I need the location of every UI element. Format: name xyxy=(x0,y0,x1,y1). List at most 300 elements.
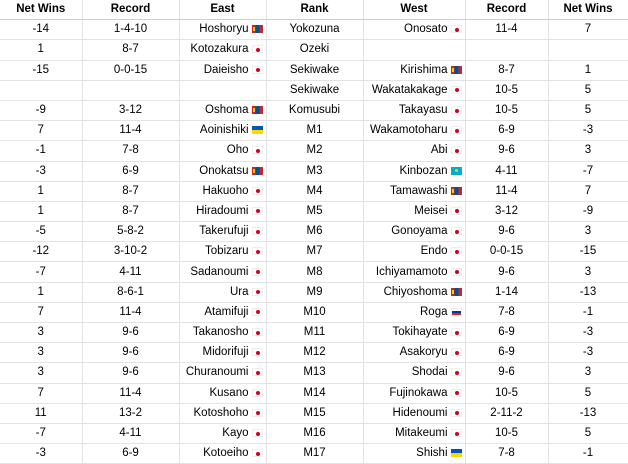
west-net-wins-cell xyxy=(548,423,628,443)
col-header-west-record: Record xyxy=(465,0,548,20)
east-record: 9-6 xyxy=(122,346,139,359)
west-record-cell xyxy=(465,302,548,322)
west-record-cell xyxy=(465,121,548,141)
west-net-wins-cell xyxy=(548,161,628,181)
col-header-west: West xyxy=(363,0,465,20)
west-record-cell xyxy=(465,40,548,60)
east-wrestler-cell xyxy=(179,403,266,423)
east-wrestler-cell xyxy=(179,161,266,181)
rank: M4 xyxy=(306,184,323,197)
table-row xyxy=(0,444,628,464)
flag-icon xyxy=(252,288,263,296)
west-record: 8-7 xyxy=(498,63,515,76)
west-record: 9-6 xyxy=(498,144,515,157)
flag-icon xyxy=(252,66,263,74)
east-record-cell xyxy=(82,40,179,60)
west-net-wins-cell xyxy=(548,262,628,282)
west-net-wins: -9 xyxy=(582,204,594,217)
west-net-wins-cell xyxy=(548,403,628,423)
west-net-wins: 7 xyxy=(584,184,592,197)
east-net-wins: 1 xyxy=(37,204,44,217)
rank-cell xyxy=(266,323,363,343)
west-net-wins: 7 xyxy=(584,23,592,36)
flag-icon xyxy=(451,308,462,316)
west-wrestler-cell xyxy=(363,363,465,383)
east-wrestler: Ura xyxy=(229,285,249,298)
flag-icon xyxy=(252,227,263,235)
rank: M12 xyxy=(303,346,326,359)
east-wrestler: Oshoma xyxy=(205,104,249,117)
west-record: 6-9 xyxy=(498,346,515,359)
east-wrestler-cell xyxy=(179,363,266,383)
flag-icon xyxy=(451,146,462,154)
east-wrestler: Churanoumi xyxy=(185,366,249,379)
rank: Sekiwake xyxy=(289,63,340,76)
east-wrestler-cell xyxy=(179,383,266,403)
rank: M1 xyxy=(306,124,323,137)
west-record-cell xyxy=(465,403,548,423)
flag-icon xyxy=(451,247,462,255)
flag-icon xyxy=(252,187,263,195)
east-net-wins: -3 xyxy=(35,447,46,460)
east-record-cell xyxy=(82,121,179,141)
flag-icon xyxy=(252,389,263,397)
west-record: 10-5 xyxy=(494,104,519,117)
west-record: 10-5 xyxy=(494,427,519,440)
west-record: 6-9 xyxy=(498,326,515,339)
west-record: 9-6 xyxy=(498,366,515,379)
west-wrestler: Asakoryu xyxy=(399,346,448,359)
west-record-cell xyxy=(465,323,548,343)
east-net-wins-cell xyxy=(0,444,82,464)
east-wrestler: Onokatsu xyxy=(199,164,249,177)
rank: M13 xyxy=(303,366,326,379)
rank-cell xyxy=(266,121,363,141)
rank: M7 xyxy=(306,245,323,258)
east-record: 4-11 xyxy=(119,265,142,278)
west-net-wins-cell xyxy=(548,323,628,343)
west-net-wins: 5 xyxy=(584,386,592,399)
east-net-wins-cell xyxy=(0,403,82,423)
west-net-wins-cell xyxy=(548,100,628,120)
table-row xyxy=(0,262,628,282)
table-body xyxy=(0,20,628,464)
rank: M11 xyxy=(303,326,326,339)
table-row xyxy=(0,141,628,161)
east-wrestler-cell xyxy=(179,181,266,201)
east-record-cell xyxy=(82,181,179,201)
east-record-cell xyxy=(82,282,179,302)
west-wrestler-cell xyxy=(363,181,465,201)
west-record: 10-5 xyxy=(494,386,519,399)
west-wrestler: Mitakeumi xyxy=(395,427,448,440)
east-net-wins: 7 xyxy=(37,124,44,137)
east-wrestler: Takanosho xyxy=(192,326,249,339)
east-record-cell xyxy=(82,60,179,80)
west-record: 3-12 xyxy=(494,204,519,217)
west-net-wins-cell xyxy=(548,121,628,141)
west-wrestler: Tokihayate xyxy=(392,326,448,339)
east-net-wins: 7 xyxy=(37,305,44,318)
east-wrestler-cell xyxy=(179,302,266,322)
east-net-wins-cell xyxy=(0,302,82,322)
east-record: 3-10-2 xyxy=(113,245,148,258)
east-net-wins: 3 xyxy=(37,366,44,379)
east-wrestler-cell xyxy=(179,201,266,221)
flag-icon xyxy=(451,167,462,175)
flag-icon xyxy=(252,247,263,255)
table-row xyxy=(0,60,628,80)
west-record: 10-5 xyxy=(494,83,519,96)
east-net-wins-cell xyxy=(0,80,82,100)
west-net-wins-cell xyxy=(548,383,628,403)
west-record-cell xyxy=(465,242,548,262)
rank-cell xyxy=(266,60,363,80)
east-wrestler: Kayo xyxy=(222,427,249,440)
west-net-wins: 1 xyxy=(584,63,592,76)
west-wrestler: Wakatakakage xyxy=(371,83,448,96)
west-wrestler: Takayasu xyxy=(398,104,448,117)
west-wrestler-cell xyxy=(363,201,465,221)
east-wrestler: Sadanoumi xyxy=(190,265,249,278)
east-wrestler-cell xyxy=(179,262,266,282)
west-net-wins-cell xyxy=(548,302,628,322)
west-wrestler-cell xyxy=(363,161,465,181)
flag-icon xyxy=(451,227,462,235)
west-wrestler-cell xyxy=(363,242,465,262)
flag-icon xyxy=(252,429,263,437)
west-net-wins: 5 xyxy=(584,104,592,117)
flag-icon xyxy=(451,429,462,437)
east-record-cell xyxy=(82,444,179,464)
east-net-wins: -3 xyxy=(35,164,46,177)
table-row xyxy=(0,222,628,242)
rank: Yokozuna xyxy=(289,23,340,36)
flag-icon xyxy=(451,66,462,74)
east-record-cell xyxy=(82,80,179,100)
west-wrestler-cell xyxy=(363,302,465,322)
rank-cell xyxy=(266,282,363,302)
east-record-cell xyxy=(82,161,179,181)
rank-cell xyxy=(266,423,363,443)
west-net-wins: 5 xyxy=(584,427,592,440)
east-record: 0-0-15 xyxy=(113,63,148,76)
west-record-cell xyxy=(465,444,548,464)
rank-cell xyxy=(266,141,363,161)
west-wrestler: Ichiyamamoto xyxy=(375,265,448,278)
west-wrestler-cell xyxy=(363,383,465,403)
east-net-wins: 3 xyxy=(37,326,44,339)
rank-cell xyxy=(266,363,363,383)
east-net-wins-cell xyxy=(0,343,82,363)
east-wrestler: Takerufuji xyxy=(199,225,249,238)
west-record: 11-4 xyxy=(495,184,518,197)
west-wrestler: Endo xyxy=(420,245,448,258)
col-header-west-net-wins: Net Wins xyxy=(548,0,628,20)
table-row xyxy=(0,80,628,100)
east-wrestler: Oho xyxy=(226,144,249,157)
flag-icon xyxy=(252,449,263,457)
rank: M2 xyxy=(306,144,323,157)
east-wrestler-cell xyxy=(179,60,266,80)
east-record-cell xyxy=(82,363,179,383)
rank-cell xyxy=(266,242,363,262)
west-record-cell xyxy=(465,161,548,181)
east-wrestler-cell xyxy=(179,423,266,443)
east-record-cell xyxy=(82,100,179,120)
rank: Komusubi xyxy=(288,104,341,117)
rank-cell xyxy=(266,444,363,464)
table-row xyxy=(0,403,628,423)
table-row xyxy=(0,343,628,363)
table-row xyxy=(0,201,628,221)
flag-icon xyxy=(252,308,263,316)
west-record: 2-11-2 xyxy=(490,406,523,419)
east-net-wins-cell xyxy=(0,60,82,80)
west-net-wins: -15 xyxy=(579,245,597,258)
west-net-wins: -1 xyxy=(582,447,594,460)
east-wrestler: Daieisho xyxy=(203,63,249,76)
flag-icon xyxy=(451,106,462,114)
east-wrestler-cell xyxy=(179,121,266,141)
west-record-cell xyxy=(465,262,548,282)
west-record-cell xyxy=(465,383,548,403)
east-net-wins-cell xyxy=(0,262,82,282)
west-net-wins-cell xyxy=(548,343,628,363)
west-net-wins: -1 xyxy=(582,305,594,318)
east-wrestler-cell xyxy=(179,20,266,40)
west-wrestler: Abi xyxy=(430,144,448,157)
col-header-east-record: Record xyxy=(82,0,179,20)
rank: M3 xyxy=(306,164,323,177)
west-wrestler: Onosato xyxy=(404,23,448,36)
east-record-cell xyxy=(82,383,179,403)
flag-icon xyxy=(451,86,462,94)
rank-cell xyxy=(266,403,363,423)
east-record-cell xyxy=(82,201,179,221)
east-record-cell xyxy=(82,262,179,282)
west-wrestler: Roga xyxy=(420,305,448,318)
table-row xyxy=(0,242,628,262)
table-row xyxy=(0,363,628,383)
east-record: 13-2 xyxy=(118,406,143,419)
east-record-cell xyxy=(82,242,179,262)
west-net-wins-cell xyxy=(548,141,628,161)
col-header-east-net-wins: Net Wins xyxy=(0,0,82,20)
east-record: 6-9 xyxy=(122,447,139,460)
west-net-wins-cell xyxy=(548,242,628,262)
east-record: 4-11 xyxy=(119,427,142,440)
flag-icon xyxy=(252,146,263,154)
west-wrestler: Hidenoumi xyxy=(392,406,448,419)
west-wrestler-cell xyxy=(363,423,465,443)
west-wrestler: Tamawashi xyxy=(389,184,448,197)
west-net-wins: 3 xyxy=(584,366,592,379)
table-row xyxy=(0,40,628,60)
east-net-wins: 3 xyxy=(37,346,44,359)
east-record-cell xyxy=(82,302,179,322)
east-wrestler: Kotoshoho xyxy=(193,406,249,419)
flag-icon xyxy=(252,368,263,376)
west-record-cell xyxy=(465,423,548,443)
col-header-east: East xyxy=(179,0,266,20)
east-net-wins-cell xyxy=(0,242,82,262)
flag-icon xyxy=(451,207,462,215)
east-wrestler-cell xyxy=(179,100,266,120)
rank-cell xyxy=(266,181,363,201)
east-net-wins-cell xyxy=(0,383,82,403)
rank: M10 xyxy=(303,305,326,318)
east-net-wins-cell xyxy=(0,121,82,141)
east-net-wins-cell xyxy=(0,181,82,201)
west-net-wins-cell xyxy=(548,20,628,40)
west-record: 7-8 xyxy=(498,447,515,460)
table-row xyxy=(0,181,628,201)
west-wrestler-cell xyxy=(363,80,465,100)
east-wrestler: Kotoeiho xyxy=(203,447,249,460)
east-wrestler-cell xyxy=(179,343,266,363)
east-record: 11-4 xyxy=(119,386,142,399)
east-net-wins: -1 xyxy=(35,144,46,157)
west-net-wins-cell xyxy=(548,222,628,242)
east-wrestler: Hoshoryu xyxy=(199,23,249,36)
rank: M14 xyxy=(303,386,326,399)
east-wrestler: Tobizaru xyxy=(205,245,249,258)
rank-cell xyxy=(266,302,363,322)
west-wrestler: Wakamotoharu xyxy=(369,124,448,137)
east-net-wins: 1 xyxy=(37,184,44,197)
table-row xyxy=(0,302,628,322)
west-net-wins-cell xyxy=(548,282,628,302)
west-net-wins: -3 xyxy=(582,124,594,137)
west-record: 1-14 xyxy=(494,285,519,298)
east-record: 8-6-1 xyxy=(117,285,144,298)
east-wrestler: Midorifuji xyxy=(202,346,249,359)
flag-icon xyxy=(252,207,263,215)
east-record-cell xyxy=(82,20,179,40)
west-net-wins-cell xyxy=(548,444,628,464)
east-wrestler-cell xyxy=(179,141,266,161)
rank: M6 xyxy=(306,225,323,238)
east-net-wins-cell xyxy=(0,423,82,443)
table-row xyxy=(0,100,628,120)
west-net-wins: 3 xyxy=(584,144,592,157)
west-wrestler-cell xyxy=(363,100,465,120)
east-record-cell xyxy=(82,343,179,363)
east-record: 5-8-2 xyxy=(117,225,144,238)
rank-cell xyxy=(266,40,363,60)
west-net-wins-cell xyxy=(548,201,628,221)
west-record-cell xyxy=(465,222,548,242)
flag-icon xyxy=(451,389,462,397)
west-wrestler: Kirishima xyxy=(400,63,448,76)
east-record: 6-9 xyxy=(122,164,139,177)
east-net-wins: -12 xyxy=(32,245,50,258)
east-wrestler: Hakuoho xyxy=(202,184,249,197)
east-wrestler-cell xyxy=(179,444,266,464)
west-net-wins: 5 xyxy=(584,83,592,96)
east-net-wins: -5 xyxy=(35,225,46,238)
east-net-wins: 1 xyxy=(37,43,44,56)
rank: M16 xyxy=(303,427,326,440)
west-wrestler: Shishi xyxy=(416,447,448,460)
flag-icon xyxy=(252,409,263,417)
rank-cell xyxy=(266,161,363,181)
east-wrestler-cell xyxy=(179,40,266,60)
west-net-wins: -13 xyxy=(579,285,597,298)
west-net-wins-cell xyxy=(548,60,628,80)
table-row xyxy=(0,20,628,40)
flag-icon xyxy=(252,106,263,114)
rank-cell xyxy=(266,383,363,403)
col-header-rank: Rank xyxy=(266,0,363,20)
rank-cell xyxy=(266,80,363,100)
west-record-cell xyxy=(465,80,548,100)
west-net-wins-cell xyxy=(548,363,628,383)
flag-icon xyxy=(252,45,263,53)
east-record: 9-6 xyxy=(122,326,139,339)
west-record-cell xyxy=(465,100,548,120)
rank: M17 xyxy=(303,447,326,460)
west-record: 4-11 xyxy=(495,164,518,177)
west-net-wins: -3 xyxy=(582,346,594,359)
rank-cell xyxy=(266,343,363,363)
east-net-wins-cell xyxy=(0,161,82,181)
rank: Sekiwake xyxy=(289,83,340,96)
rank-cell xyxy=(266,20,363,40)
west-net-wins-cell xyxy=(548,40,628,60)
west-wrestler: Shodai xyxy=(411,366,448,379)
east-record-cell xyxy=(82,141,179,161)
west-wrestler-cell xyxy=(363,60,465,80)
west-record: 0-0-15 xyxy=(489,245,524,258)
table-row xyxy=(0,423,628,443)
east-net-wins-cell xyxy=(0,100,82,120)
east-record: 8-7 xyxy=(122,204,139,217)
west-record-cell xyxy=(465,201,548,221)
flag-icon xyxy=(252,268,263,276)
flag-icon xyxy=(252,348,263,356)
table-row xyxy=(0,282,628,302)
rank-cell xyxy=(266,262,363,282)
east-wrestler-cell xyxy=(179,242,266,262)
west-net-wins-cell xyxy=(548,181,628,201)
flag-icon xyxy=(451,288,462,296)
east-net-wins-cell xyxy=(0,323,82,343)
east-net-wins-cell xyxy=(0,363,82,383)
east-record: 7-8 xyxy=(122,144,139,157)
east-record: 8-7 xyxy=(122,43,139,56)
east-record: 11-4 xyxy=(119,124,142,137)
flag-icon xyxy=(252,126,263,134)
west-net-wins: -3 xyxy=(582,326,594,339)
flag-icon xyxy=(451,368,462,376)
east-net-wins-cell xyxy=(0,20,82,40)
west-record-cell xyxy=(465,282,548,302)
east-net-wins: 11 xyxy=(34,406,47,419)
west-wrestler: Meisei xyxy=(414,204,448,217)
rank: M5 xyxy=(306,204,323,217)
east-wrestler: Hiradoumi xyxy=(196,204,249,217)
flag-icon xyxy=(252,328,263,336)
west-record-cell xyxy=(465,20,548,40)
west-net-wins: -7 xyxy=(582,164,594,177)
west-net-wins: 3 xyxy=(584,225,592,238)
west-record-cell xyxy=(465,343,548,363)
table-row xyxy=(0,383,628,403)
east-record-cell xyxy=(82,323,179,343)
flag-icon xyxy=(451,348,462,356)
